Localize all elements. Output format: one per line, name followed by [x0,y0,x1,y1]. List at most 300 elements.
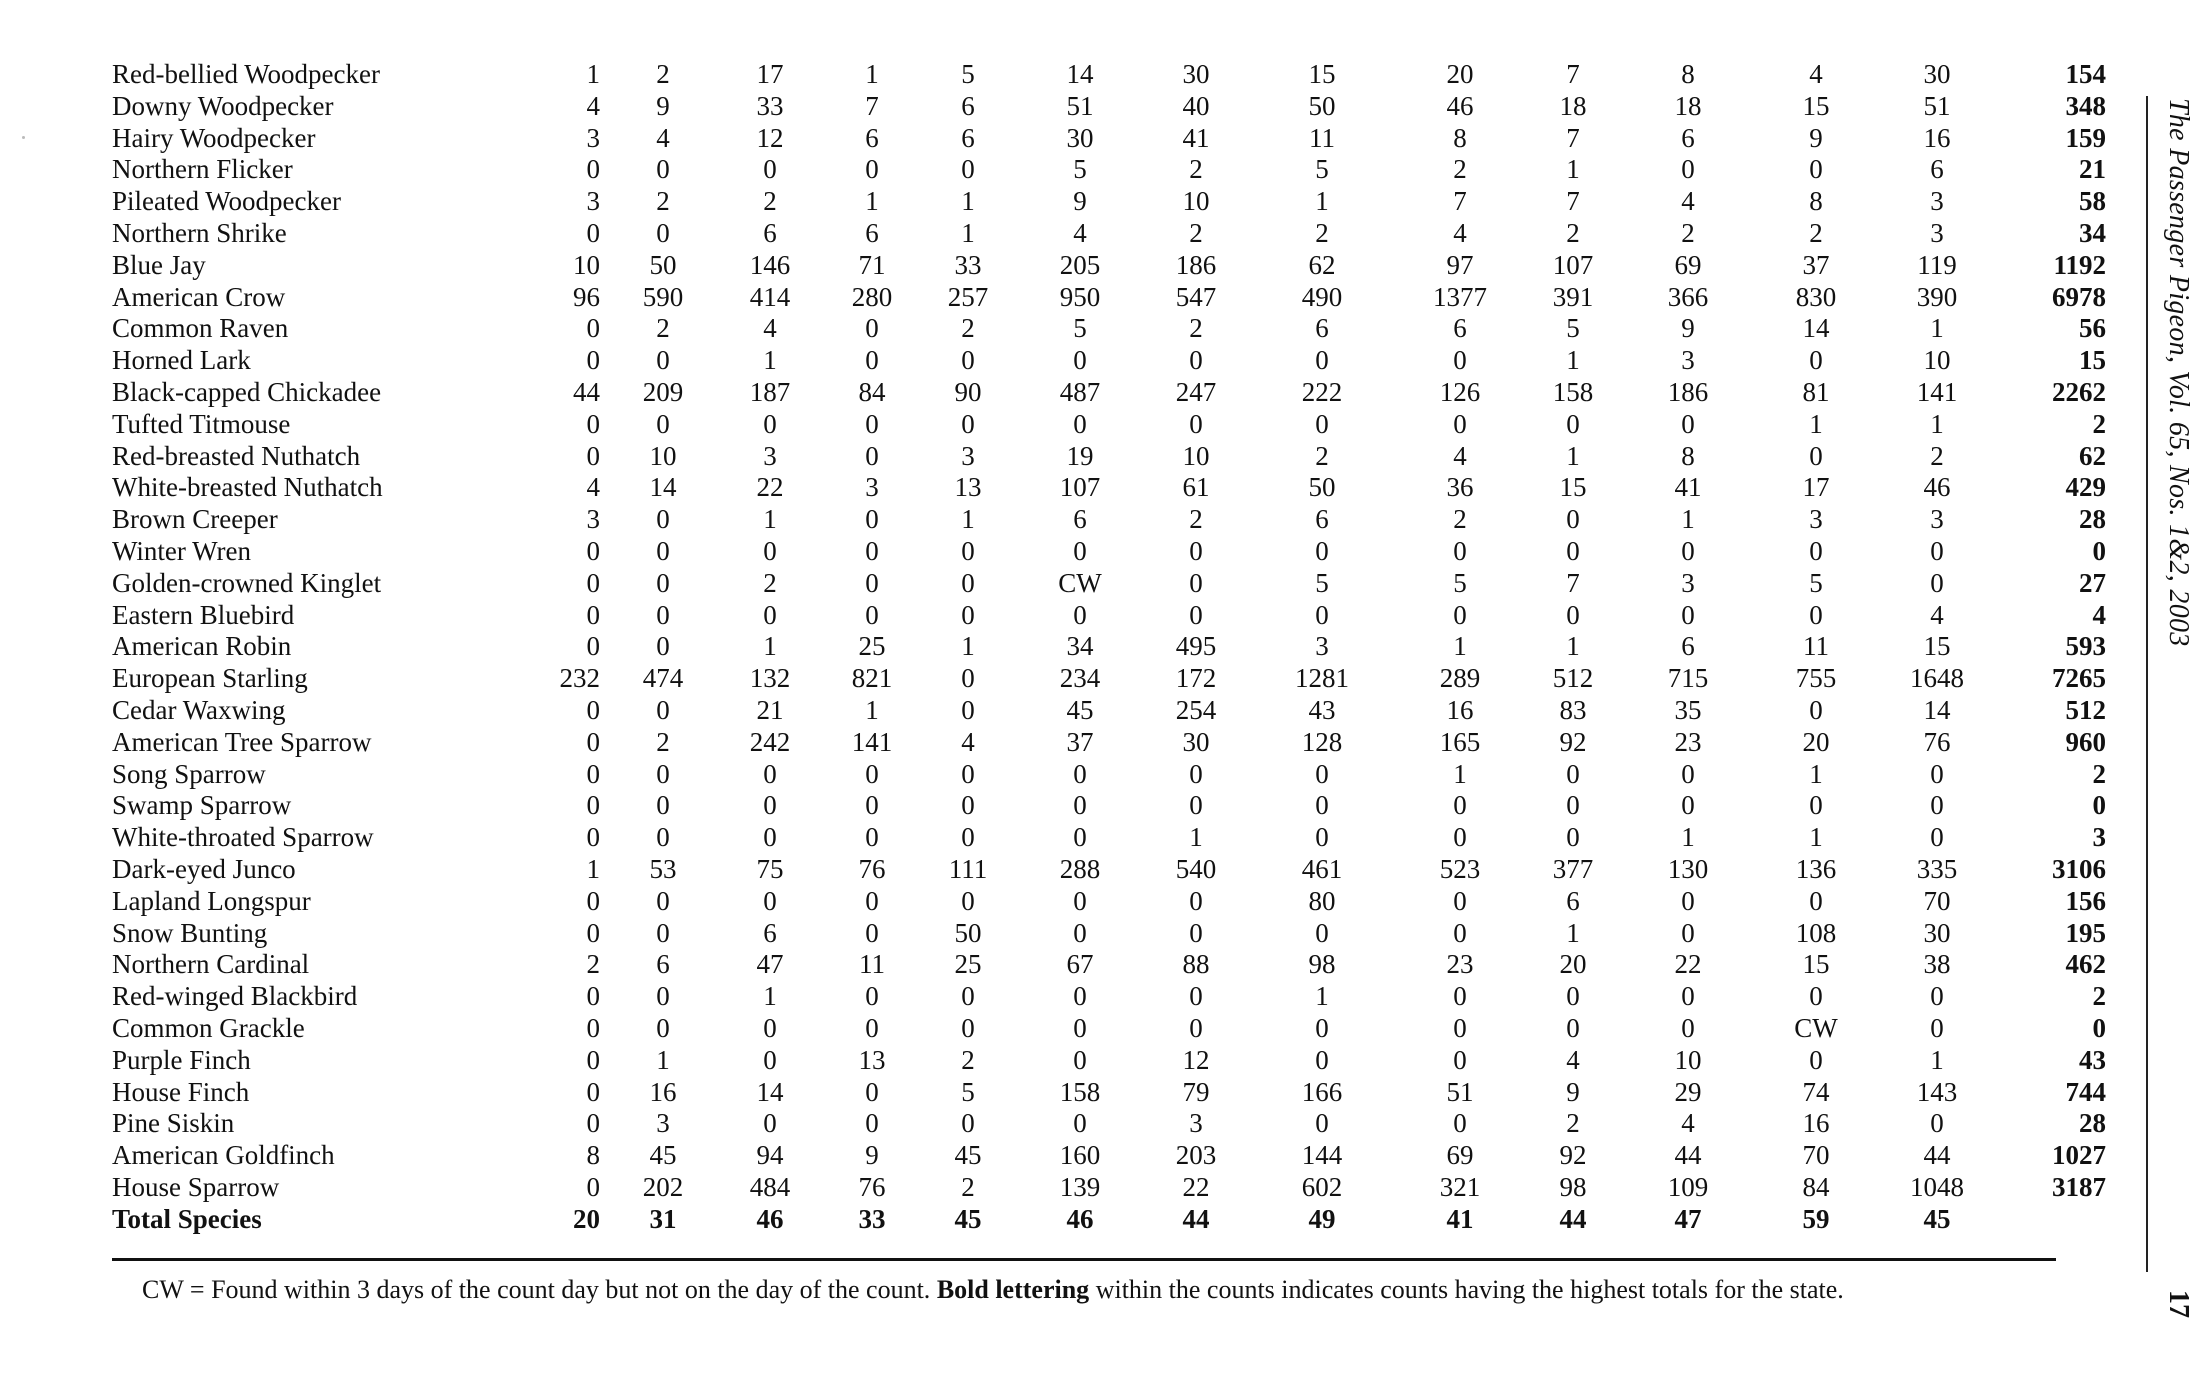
count-cell: 10 [1182,186,1210,217]
count-cell: 17 [756,59,784,89]
count-cell: 4 [586,90,600,121]
table-row [108,727,2126,759]
count-cell: 257 [947,281,989,312]
count-cell: 0 [961,567,975,598]
count-cell: 0 [586,1171,600,1202]
count-cell: 44 [1559,1203,1587,1234]
count-cell: 38 [1923,949,1951,980]
count-cell: 50 [1308,472,1336,503]
total-species-row [108,1204,2126,1236]
count-cell: 44 [573,376,600,407]
count-cell: 0 [1566,981,1580,1012]
count-cell: 1 [1809,758,1823,789]
count-cell: 0 [1566,1012,1580,1043]
table-body [108,59,2126,1235]
count-cell: 9 [1809,122,1823,153]
species-name: House Finch [112,1076,250,1107]
page-number: 17 [2163,1290,2194,1318]
count-cell: 30 [1182,726,1210,757]
count-cell: 1 [961,186,975,217]
count-cell: 0 [1189,535,1203,566]
count-cell: 10 [1923,345,1951,376]
count-cell: 158 [1552,376,1594,407]
count-cell: 0 [586,154,600,185]
count-cell: 0 [586,599,600,630]
count-cell: 3 [1809,504,1823,535]
count-cell: 0 [865,345,879,376]
count-cell: CW [1058,567,1102,598]
count-cell: 84 [858,376,886,407]
count-cell: 130 [1667,853,1709,884]
count-cell: 70 [1923,885,1951,916]
count-cell: 14 [649,472,677,503]
species-name: American Crow [112,281,286,312]
count-cell: 390 [1916,281,1958,312]
count-cell: 0 [1189,917,1203,948]
table-row [108,59,2126,91]
table-row [108,536,2126,568]
count-cell: 0 [1566,790,1580,821]
count-cell: 0 [1930,981,1944,1012]
count-cell: 76 [858,1171,886,1202]
count-cell: 7 [1453,186,1467,217]
table-row [108,282,2126,314]
count-cell: 7 [1566,567,1580,598]
state-total-cell: 2 [2092,981,2106,1012]
state-total-cell: 462 [2065,949,2106,980]
count-cell: 46 [756,1203,784,1234]
count-cell: 377 [1552,853,1594,884]
count-cell: 9 [865,1140,879,1171]
species-name: Northern Flicker [112,154,293,185]
count-cell: 94 [756,1140,784,1171]
count-cell: 75 [756,853,784,884]
count-cell: 0 [961,345,975,376]
count-cell: 0 [1315,535,1329,566]
count-cell: 0 [1566,599,1580,630]
count-cell: 1 [1930,313,1944,344]
count-cell: 6 [1453,313,1467,344]
count-cell: 950 [1059,281,1101,312]
count-cell: 0 [586,758,600,789]
state-total-cell: 159 [2065,122,2106,153]
count-cell: 0 [1809,440,1823,471]
count-cell: 44 [1182,1203,1210,1234]
count-cell: 3 [763,440,777,471]
count-cell: 2 [1809,217,1823,248]
count-cell: 6 [1566,885,1580,916]
state-total-cell [1996,1204,2126,1236]
count-cell: 186 [1175,249,1217,280]
count-cell: CW [1794,1012,1838,1043]
count-cell: 46 [1923,472,1951,503]
count-cell: 6 [763,217,777,248]
count-cell: 19 [1066,440,1094,471]
count-cell: 0 [865,917,879,948]
count-cell: 6 [961,90,975,121]
count-cell: 0 [865,1076,879,1107]
count-cell: 22 [1674,949,1702,980]
state-total-cell: 2 [2092,758,2106,789]
species-name: Eastern Bluebird [112,599,295,630]
count-cell: 15 [1802,90,1830,121]
species-name: Northern Cardinal [112,949,310,980]
state-total-cell: 2262 [2052,376,2106,407]
count-cell: 107 [1059,472,1101,503]
count-cell: 3 [656,1108,670,1139]
count-cell: 9 [656,90,670,121]
count-cell: 5 [1073,313,1087,344]
count-cell: 98 [1559,1171,1587,1202]
count-cell: 2 [1566,217,1580,248]
count-cell: 0 [1315,1044,1329,1075]
count-cell: 4 [763,313,777,344]
count-cell: 14 [1802,313,1830,344]
count-cell: 2 [1453,154,1467,185]
count-cell: 0 [961,885,975,916]
count-cell: 76 [858,853,886,884]
count-cell: 7 [1566,122,1580,153]
count-cell: 3 [586,186,600,217]
count-cell: 2 [656,186,670,217]
count-cell: 7 [865,90,879,121]
species-name: Pileated Woodpecker [112,186,341,217]
count-cell: 0 [656,758,670,789]
count-cell: 20 [1446,59,1474,89]
count-cell: 0 [586,694,600,725]
count-cell: 2 [656,726,670,757]
count-cell: 0 [586,535,600,566]
count-cell: 44 [1923,1140,1951,1171]
table-row [108,1172,2126,1204]
count-cell: 0 [586,408,600,439]
species-name: Northern Shrike [112,217,287,248]
count-cell: 0 [1189,345,1203,376]
count-cell: 0 [1681,885,1695,916]
count-cell: 209 [642,376,684,407]
running-head: The Passenger Pigeon, Vol. 65, Nos. 1&2, 2003 [2163,98,2194,647]
count-cell: 547 [1175,281,1217,312]
footnote-text-continued: within the counts indicates counts having the highest totals for the state. [1089,1275,1844,1304]
count-cell: 146 [749,249,791,280]
count-cell: 141 [851,726,893,757]
table-row [108,345,2126,377]
count-cell: 0 [763,1108,777,1139]
count-cell: 487 [1059,376,1101,407]
count-cell: 1 [1930,1044,1944,1075]
state-total-cell: 56 [2079,313,2106,344]
count-cell: 16 [1923,122,1951,153]
count-cell: 3 [1930,217,1944,248]
count-cell: 0 [763,535,777,566]
count-cell: 2 [1681,217,1695,248]
count-cell: 4 [1681,186,1695,217]
count-cell: 0 [656,217,670,248]
count-cell: 0 [1566,504,1580,535]
count-cell: 14 [1923,694,1951,725]
count-cell: 0 [961,981,975,1012]
state-total-cell: 3 [2092,822,2106,853]
count-cell: 92 [1559,726,1587,757]
count-cell: 47 [756,949,784,980]
count-cell: 821 [851,663,893,694]
count-cell: 0 [763,822,777,853]
state-total-cell: 429 [2065,472,2106,503]
table-row [108,250,2126,282]
state-total-cell: 3106 [2052,853,2106,884]
count-cell: 0 [586,217,600,248]
count-cell: 0 [763,154,777,185]
species-name: Pine Siskin [112,1108,235,1139]
count-cell: 1 [1681,822,1695,853]
count-cell: 1048 [1910,1171,1964,1202]
count-cell: 0 [1681,917,1695,948]
count-cell: 25 [858,631,886,662]
bird-count-table [108,59,2126,1235]
count-cell: 0 [1073,1108,1087,1139]
count-cell: 1 [1566,345,1580,376]
count-cell: 0 [865,758,879,789]
count-cell: 0 [1809,1044,1823,1075]
count-cell: 0 [961,535,975,566]
count-cell: 0 [961,663,975,694]
table-row [108,759,2126,791]
count-cell: 51 [1446,1076,1474,1107]
count-cell: 141 [1916,376,1958,407]
count-cell: 10 [649,440,677,471]
count-cell: 126 [1439,376,1481,407]
count-cell: 0 [1453,345,1467,376]
count-cell: 0 [1073,885,1087,916]
count-cell: 25 [954,949,982,980]
count-cell: 0 [1189,599,1203,630]
count-cell: 242 [749,726,791,757]
footnote-text: CW = Found within 3 days of the count day but not on the day of the count. [142,1275,937,1304]
count-cell: 830 [1795,281,1837,312]
state-total-cell: 28 [2079,504,2106,535]
count-cell: 14 [756,1076,784,1107]
count-cell: 1 [1315,981,1329,1012]
count-cell: 247 [1175,376,1217,407]
count-cell: 0 [961,790,975,821]
count-cell: 0 [763,408,777,439]
count-cell: 1 [1315,186,1329,217]
species-name: Lapland Longspur [112,885,311,916]
count-cell: 254 [1175,694,1217,725]
count-cell: 0 [1315,1012,1329,1043]
count-cell: 0 [961,1012,975,1043]
count-cell: 0 [1073,822,1087,853]
count-cell: 4 [961,726,975,757]
count-cell: 18 [1559,90,1587,121]
count-cell: 540 [1175,853,1217,884]
count-cell: 37 [1066,726,1094,757]
count-cell: 4 [586,472,600,503]
table-row [108,1140,2126,1172]
count-cell: 0 [1315,345,1329,376]
species-name: Total Species [112,1203,262,1234]
count-cell: 160 [1059,1140,1101,1171]
count-cell: 0 [865,981,879,1012]
count-cell: 132 [749,663,791,694]
count-cell: 0 [1681,408,1695,439]
species-name: Purple Finch [112,1044,251,1075]
count-cell: 0 [1073,408,1087,439]
count-cell: 45 [954,1140,982,1171]
count-cell: 21 [756,694,784,725]
count-cell: 0 [656,885,670,916]
count-cell: 6 [1315,313,1329,344]
state-total-cell: 43 [2079,1044,2106,1075]
count-cell: 0 [656,1012,670,1043]
count-cell: 0 [1930,1108,1944,1139]
count-cell: 0 [1315,917,1329,948]
count-cell: 30 [1066,122,1094,153]
species-name: White-throated Sparrow [112,822,374,853]
species-name: Cedar Waxwing [112,694,286,725]
count-cell: 3 [961,440,975,471]
count-cell: 23 [1674,726,1702,757]
count-cell: 0 [1189,567,1203,598]
count-cell: 0 [1809,790,1823,821]
count-cell: 0 [586,1012,600,1043]
count-cell: 2 [586,949,600,980]
count-cell: 495 [1175,631,1217,662]
table-row [108,91,2126,123]
scan-speck [22,136,25,139]
count-cell: 0 [586,345,600,376]
species-name: Blue Jay [112,249,206,280]
count-cell: 18 [1674,90,1702,121]
table-row [108,568,2126,600]
count-cell: 1 [1453,631,1467,662]
count-cell: 14 [1066,59,1094,89]
count-cell: 0 [1453,790,1467,821]
table-row [108,441,2126,473]
count-cell: 2 [1315,217,1329,248]
count-cell: 6 [1315,504,1329,535]
table-row [108,504,2126,536]
count-cell: 203 [1175,1140,1217,1171]
count-cell: 33 [858,1203,886,1234]
count-cell: 0 [961,758,975,789]
count-cell: 12 [1182,1044,1210,1075]
count-cell: 84 [1802,1171,1830,1202]
footnote-bold-text: Bold lettering [936,1275,1090,1304]
count-cell: 0 [656,408,670,439]
species-name: Downy Woodpecker [112,90,334,121]
count-cell: 1 [763,504,777,535]
count-cell: 2 [1189,504,1203,535]
count-cell: 69 [1446,1140,1474,1171]
count-cell: 0 [1453,1012,1467,1043]
count-cell: 2 [656,313,670,344]
table-row [108,886,2126,918]
state-total-cell: 1192 [2053,249,2106,280]
count-cell: 0 [1809,694,1823,725]
count-cell: 335 [1916,853,1958,884]
count-cell: 62 [1308,249,1336,280]
count-cell: 1648 [1910,663,1964,694]
count-cell: 136 [1795,853,1837,884]
table-row [108,186,2126,218]
state-total-cell: 1027 [2052,1140,2106,1171]
count-cell: 2 [961,313,975,344]
count-cell: 47 [1674,1203,1702,1234]
count-cell: 33 [756,90,784,121]
count-cell: 0 [586,1044,600,1075]
count-cell: 0 [1809,535,1823,566]
count-cell: 0 [865,154,879,185]
count-cell: 17 [1802,472,1830,503]
count-cell: 0 [656,567,670,598]
count-cell: 29 [1674,1076,1702,1107]
count-cell: 0 [1566,822,1580,853]
count-cell: 45 [1066,694,1094,725]
count-cell: 1281 [1295,663,1349,694]
count-cell: 461 [1301,853,1343,884]
count-cell: 5 [961,59,975,89]
count-cell: 31 [649,1203,677,1234]
count-cell: 2 [961,1171,975,1202]
count-cell: 6 [1073,504,1087,535]
count-cell: 0 [1930,790,1944,821]
count-cell: 0 [586,981,600,1012]
count-cell: 0 [865,504,879,535]
table-row [108,663,2126,695]
state-total-cell: 28 [2079,1108,2106,1139]
count-cell: 5 [1566,313,1580,344]
count-cell: 70 [1802,1140,1830,1171]
count-cell: 288 [1059,853,1101,884]
count-cell: 0 [865,313,879,344]
count-cell: 0 [586,726,600,757]
count-cell: 6 [1681,122,1695,153]
count-cell: 41 [1674,472,1702,503]
state-total-cell: 154 [2065,59,2106,89]
count-cell: 12 [756,122,784,153]
state-total-cell: 34 [2079,217,2106,248]
count-cell: 0 [1681,154,1695,185]
table-row [108,1077,2126,1109]
state-total-cell: 62 [2079,440,2106,471]
count-cell: 0 [1930,567,1944,598]
count-cell: 2 [1453,504,1467,535]
count-cell: 490 [1301,281,1343,312]
count-cell: 97 [1446,249,1474,280]
count-cell: 0 [865,1012,879,1043]
count-cell: 3 [586,122,600,153]
count-cell: 484 [749,1171,791,1202]
species-name: Common Grackle [112,1012,305,1043]
count-cell: 8 [1809,186,1823,217]
count-cell: 3 [586,504,600,535]
count-cell: 0 [865,885,879,916]
count-cell: 232 [559,663,600,694]
count-cell: 222 [1301,376,1343,407]
count-cell: 512 [1552,663,1594,694]
count-cell: 0 [586,440,600,471]
count-cell: 0 [961,599,975,630]
count-cell: 34 [1066,631,1094,662]
state-total-cell: 3187 [2052,1171,2106,1202]
count-cell: 0 [1189,790,1203,821]
count-cell: 0 [1189,408,1203,439]
count-cell: 11 [1309,122,1335,153]
count-cell: 755 [1795,663,1837,694]
count-cell: 0 [865,567,879,598]
count-cell: 0 [1189,885,1203,916]
